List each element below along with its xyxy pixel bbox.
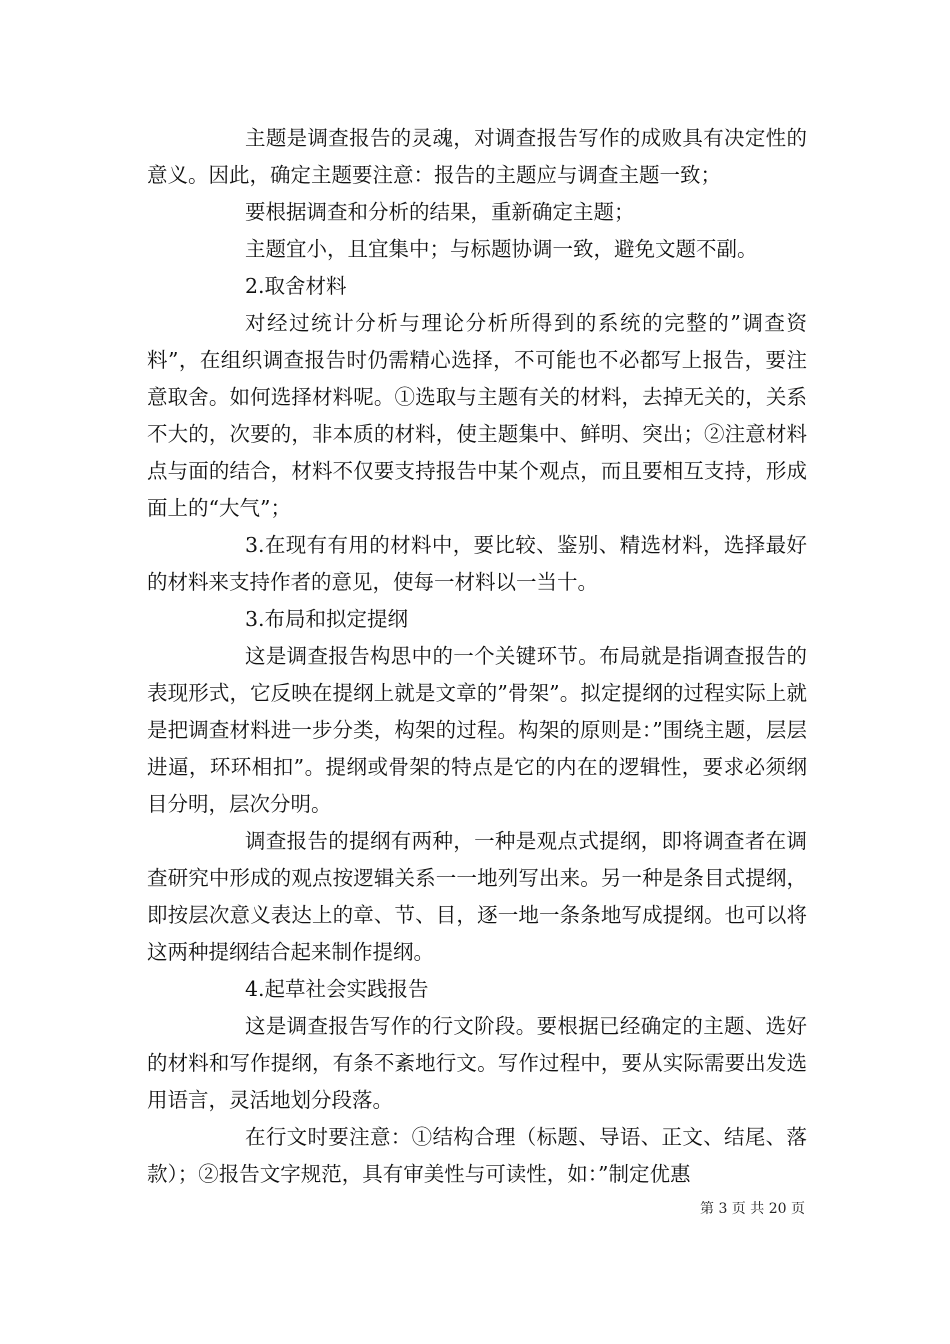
section-heading-layout-outline: 3.布局和拟定提纲	[245, 607, 409, 631]
paragraph-material-selection: 对经过统计分析与理论分析所得到的系统的完整的”调查资料”，在组织调查报告时仍需精心选择，不可能也不必都写上报告，要注意取舍。如何选择材料呢。①选取与主题有关的材料，去掉无关的，关系不大的，次要的，非本质的材料，使主题集中、鲜明、突出；②注意材料点与面的结合，材料不仅要支持报告中某个观点，而且要相互支持，形成面上的“大气”；	[147, 311, 807, 520]
section-heading-drafting: 4.起草社会实践报告	[245, 977, 429, 1001]
paragraph-drafting: 这是调查报告写作的行文阶段。要根据已经确定的主题、选好的材料和写作提纲，有条不紊地行文。写作过程中，要从实际需要出发选用语言，灵活地划分段落。	[147, 1014, 807, 1112]
paragraph-layout: 这是调查报告构思中的一个关键环节。布局就是指调查报告的表现形式，它反映在提纲上就是文章的”骨架”。拟定提纲的过程实际上就是把调查材料进一步分类，构架的过程。构架的原则是：”围绕主题，层层进逼，环环相扣”。提纲或骨架的特点是它的内在的逻辑性，要求必须纲目分明，层次分明。	[147, 644, 807, 816]
page-number-footer: 第 3 页 共 20 页	[700, 1201, 805, 1217]
section-heading-select-material: 2.取舍材料	[245, 274, 347, 298]
paragraph-writing-notes: 在行文时要注意：①结构合理（标题、导语、正文、结尾、落款）；②报告文字规范，具有审美性与可读性，如：”制定优惠	[147, 1125, 807, 1186]
paragraph-theme-importance: 主题是调查报告的灵魂，对调查报告写作的成败具有决定性的意义。因此，确定主题要注意：报告的主题应与调查主题一致；	[147, 126, 807, 187]
paragraph-compare-materials: 3.在现有有用的材料中，要比较、鉴别、精选材料，选择最好的材料来支持作者的意见，使每一材料以一当十。	[147, 533, 807, 594]
paragraph-theme-focus: 主题宜小，且宜集中；与标题协调一致，避免文题不副。	[245, 237, 758, 261]
body-text	[147, 120, 807, 1193]
paragraph-redetermine-theme: 要根据调查和分析的结果，重新确定主题；	[245, 200, 635, 224]
paragraph-outline-types: 调查报告的提纲有两种，一种是观点式提纲，即将调查者在调查研究中形成的观点按逻辑关系一一地列写出来。另一种是条目式提纲，即按层次意义表达上的章、节、目，逐一地一条条地写成提纲。也可以将这两种提纲结合起来制作提纲。	[147, 829, 807, 964]
